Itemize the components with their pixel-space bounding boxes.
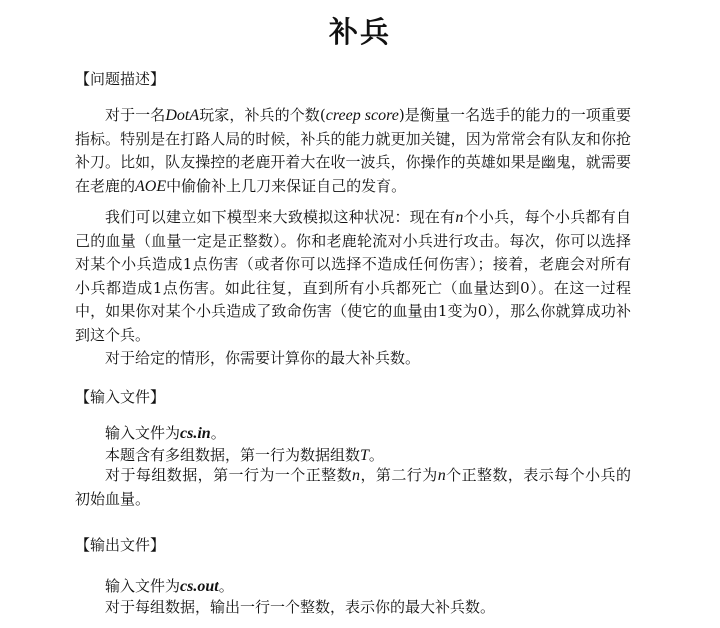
var-T: T <box>360 447 369 464</box>
dota-term: DotA <box>165 107 200 124</box>
output-filename: cs.out <box>180 578 219 595</box>
var-n: n <box>437 467 446 484</box>
page-title: 补兵 <box>328 15 391 49</box>
input-line-2: 本题含有多组数据，第一行为数据组数T。 <box>105 446 384 464</box>
aoe-term: AOE <box>135 177 167 195</box>
output-line-2: 对于每组数据，输出一行一个整数，表示你的最大补兵数。 <box>105 598 496 616</box>
input-filename: cs.in <box>180 425 211 442</box>
input-file-header: 【输入文件】 <box>75 388 166 406</box>
problem-paragraph-2: 我们可以建立如下模型来大致模拟这种状况：现在有n个小兵，每个小兵都有自己的血量（血量一定是正整数）。你和老鹿轮流对小兵进行攻击。每次，你可以选择对某个小兵造成1点伤害（或者你可以选择不造成任何伤害）；接着，老鹿会对所有小兵都造成1点伤害。如此往复，直到所有小兵都死亡（血量达到0）。在这一过程中，如果你对某个小兵造成了致命伤害（使它的血量由1变为0），那么你就算成功补到这个兵。 <box>75 208 631 344</box>
creep-score-term: creep score <box>325 107 399 124</box>
input-line-1: 输入文件为cs.in。 <box>105 424 226 442</box>
problem-paragraph-1: 对于一名DotA玩家，补兵的个数(creep score)是衡量一名选手的能力的一项重要指标。特别是在打路人局的时候，补兵的能力就更加关键，因为常常会有队友和你抢补刀。比如，队友操控的老鹿开着大在收一波兵，你操作的英雄如果是幽鬼，就需要在老鹿的AOE中偷偷补上几刀来保证自己的发育。 <box>75 106 631 195</box>
input-line-3: 对于每组数据，第一行为一个正整数n，第二行为n个正整数，表示每个小兵的初始血量。 <box>75 466 631 508</box>
output-line-1: 输入文件为cs.out。 <box>105 577 234 595</box>
var-n: n <box>455 209 464 226</box>
var-n: n <box>352 467 361 484</box>
problem-paragraph-3: 对于给定的情形，你需要计算你的最大补兵数。 <box>105 349 421 367</box>
output-file-header: 【输出文件】 <box>75 536 166 554</box>
problem-description-header: 【问题描述】 <box>75 70 166 88</box>
